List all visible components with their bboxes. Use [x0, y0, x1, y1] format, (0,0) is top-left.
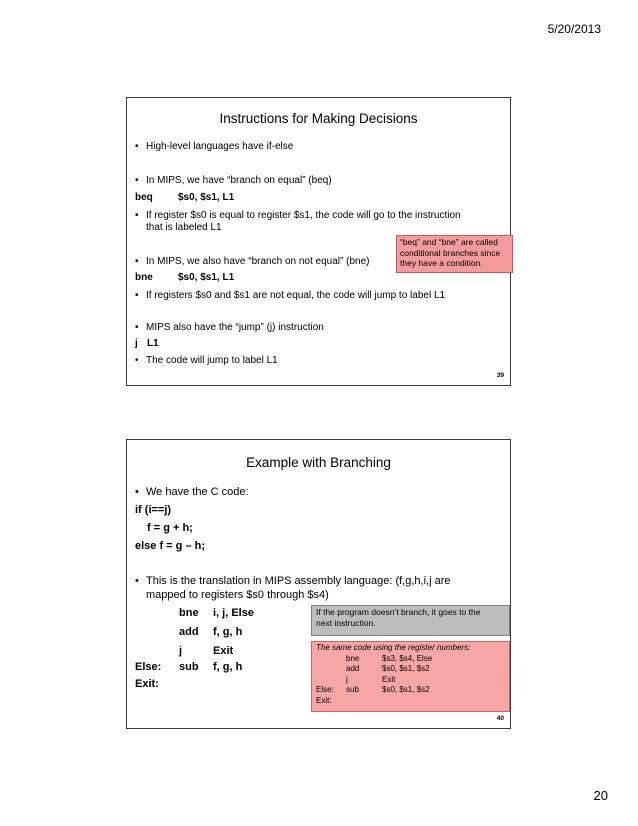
bullet-jump: • MIPS also have the “jump” (j) instruction — [135, 322, 324, 333]
slide-39 — [126, 97, 511, 386]
bullet-bne: • In MIPS, we also have “branch on not equal” (bne) — [135, 256, 370, 267]
bullet-high-level: • High-level languages have if-else — [135, 141, 294, 152]
c-code-line-2: f = g + h; — [147, 522, 193, 534]
bullet-translation: • This is the translation in MIPS assembly language: (f,g,h,i,j are — [135, 575, 451, 587]
slide-title: Instructions for Making Decisions — [219, 111, 418, 126]
callout-row: add $s0, $s1, $s2 — [346, 664, 430, 673]
callout-title: The same code using the register numbers: — [316, 643, 471, 652]
callout-conditional-branches: “beq” and “bne” are called conditional branches since they have a condition. — [396, 235, 513, 273]
bullet-beq: • In MIPS, we have “branch on equal” (beq) — [135, 175, 332, 186]
slide-number: 39 — [496, 372, 504, 379]
asm-line: bne i, j, Else — [179, 607, 254, 619]
bullet-translation-cont: mapped to registers $s0 through $s4) — [146, 589, 329, 601]
callout-register-numbers — [311, 641, 510, 712]
code-beq: beq $s0, $s1, L1 — [135, 192, 235, 203]
bullet-beq-desc-cont: that is labeled L1 — [146, 222, 222, 233]
slide-title: Example with Branching — [246, 455, 391, 470]
bullet-beq-desc: • If register $s0 is equal to register $s1, the code will go to the instruction — [135, 210, 461, 221]
slide-40 — [126, 439, 511, 729]
callout-row: Exit: — [316, 695, 332, 705]
page-date: 5/20/2013 — [547, 22, 601, 36]
code-bne: bne $s0, $s1, L1 — [135, 272, 235, 283]
bullet-bne-desc: • If registers $s0 and $s1 are not equal, the code will jump to label L1 — [135, 290, 446, 301]
asm-line: j Exit — [179, 645, 234, 657]
callout-row: j Exit — [346, 674, 396, 684]
bullet-jump-desc: • The code will jump to label L1 — [135, 355, 278, 366]
c-code-line-1: if (i==j) — [135, 504, 172, 516]
slide-number: 40 — [496, 715, 504, 722]
bullet-c-code: • We have the C code: — [135, 486, 249, 498]
callout-row: bne $s3, $s4, Else — [346, 653, 433, 663]
page-number: 20 — [593, 788, 608, 803]
c-code-line-3: else f = g – h; — [135, 540, 205, 552]
code-jump: j L1 — [135, 338, 159, 349]
asm-line: Exit: — [135, 678, 159, 690]
callout-row: Else: sub $s0, $s1, $s2 — [316, 685, 430, 694]
asm-line: Else: sub f, g, h — [135, 661, 243, 673]
asm-line: add f, g, h — [179, 626, 243, 638]
callout-no-branch: If the program doesn’t branch, it goes to the next instruction. — [311, 605, 510, 636]
